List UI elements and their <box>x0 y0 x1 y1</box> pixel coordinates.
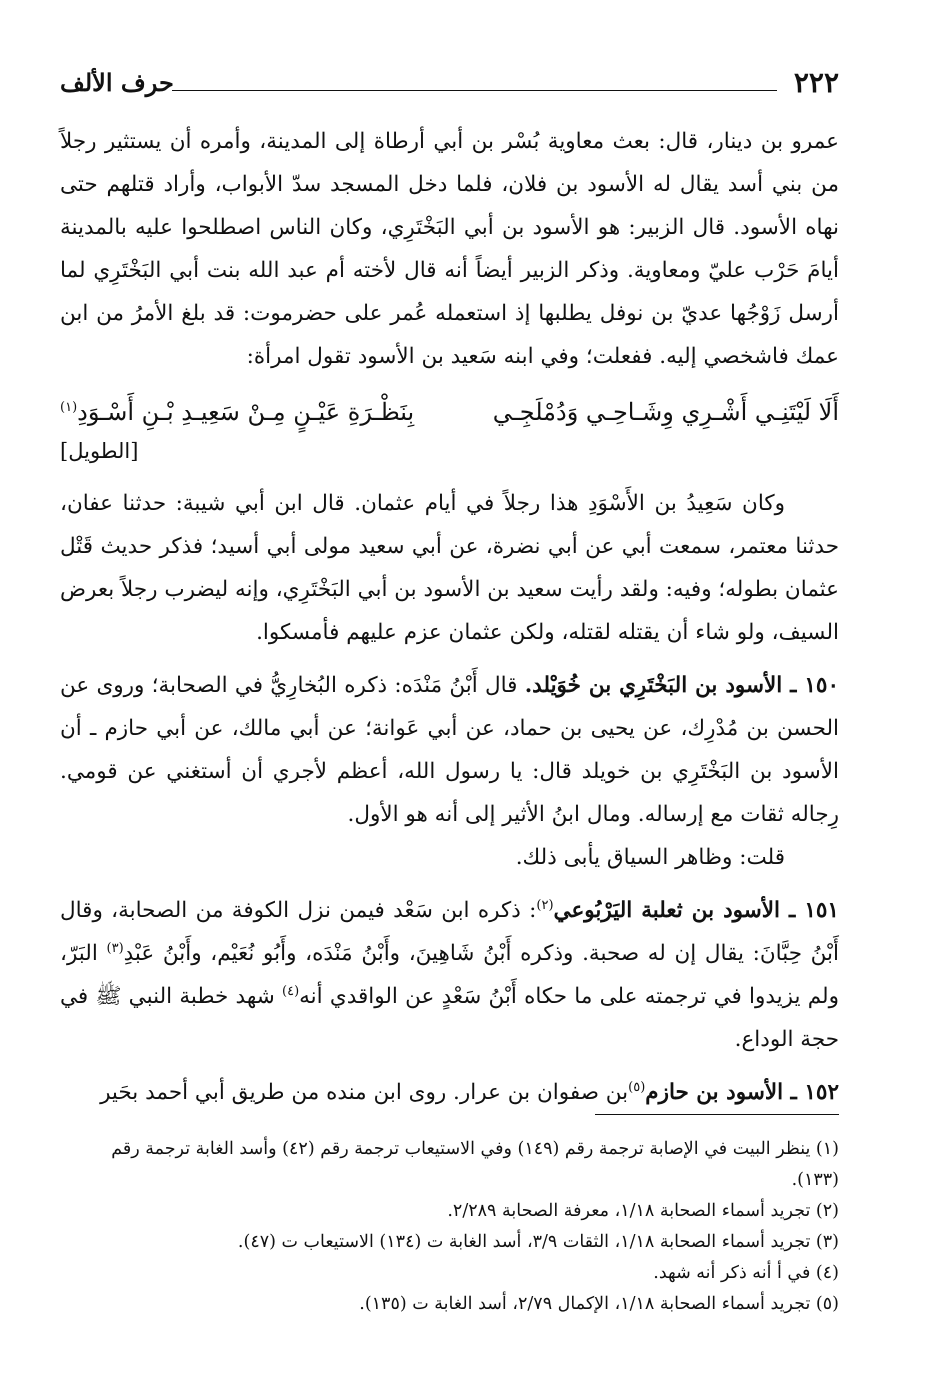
entry-152-heading: ١٥٢ ـ الأسود بن حازم <box>645 1080 839 1105</box>
paragraph-said-ibn-al-aswad: وكان سَعِيدُ بن الأَسْوَدِ هذا رجلاً في أيام عثمان. قال ابن أبي شيبة: حدثنا عفان، حدثنا معتمر، سمعت أبي عن أبي نضرة، عن أبي سعيد مولى أبي أسيد؛ فذكر حديث قَتْل عثمان بطوله؛ وفيه: ولقد رأيت سعيد بن الأسود بن أبي البَخْتَرِي، وإنه ليضرب رجلاً بعرض السيف، ولو شاء أن يقتله لقتله، ولكن عثمان عزم عليهم فأمسكوا. <box>60 491 839 645</box>
page-number: ٢٢٢ <box>793 66 839 99</box>
main-text <box>60 120 839 1114</box>
entry-152 <box>60 1071 839 1114</box>
entry-151-text-c: شهد خطبة النبي ﷺ في حجة الوداع. <box>60 984 839 1052</box>
verse-second-text: بِنَظْـرَةِ عَيْـنٍ مِـنْ سَعِيـدِ بْـنِ أَسْـوَدِ <box>77 398 415 426</box>
footnote-ref-3[interactable]: (٣) <box>106 940 124 956</box>
page-header <box>60 66 839 106</box>
poetry-verse <box>60 388 839 436</box>
entry-150-text: قال أَبْنُ مَنْدَه: ذكره البُخارِيُّ في الصحابة؛ وروى عن الحسن بن مُدْرِك، عن يحيى بن حماد، عن أبي عَوانة؛ عن أبي مالك، عن أبي حازم ـ أن الأسود بن البَخْتَرِي بن خويلد قال: يا رسول الله، أعظم لأجري أن أستغني عن قومي. رِجاله ثقات مع إرساله. ومال ابنُ الأثير إلى أنه هو الأول. <box>60 673 839 827</box>
entry-150 <box>60 664 839 836</box>
footnote-1: (١) ينظر البيت في الإصابة ترجمة رقم (١٤٩) وفي الاستيعاب ترجمة رقم (٤٢) وأسد الغابة ترجمة رقم (١٣٣). <box>111 1139 839 1190</box>
entry-150-heading: ١٥٠ ـ الأسود بن البَخْتَرِي بن خُوَيْلد. <box>524 673 839 698</box>
footnote-separator <box>595 1114 839 1115</box>
footnote-5: (٥) تجريد أسماء الصحابة ١/١٨، الإكمال ٢/٧٩، أسد الغابة ت (١٣٥). <box>359 1294 839 1314</box>
verse-first-hemistich: أَلَا لَيْتَنِـي أَشْـرِي وِشَـاحِـي وَدُمْلَجِـي <box>492 398 839 426</box>
chapter-title: حرف الألف <box>60 68 174 97</box>
footnote-3: (٣) تجريد أسماء الصحابة ١/١٨، الثقات ٣/٩، أسد الغابة ت (١٣٤) الاستيعاب ت (٤٧). <box>237 1232 839 1252</box>
footnote-4: (٤) في أ أنه ذكر أنه شهد. <box>653 1263 839 1283</box>
entry-151-heading: ١٥١ ـ الأسود بن ثعلبة اليَرْبُوعي <box>553 898 839 923</box>
entry-151-text-b: البَرّ، ولم يزيدوا في ترجمته على ما حكاه أَبْنُ سَعْدٍ عن الواقدي أنه <box>60 941 839 1009</box>
footnote-ref-1[interactable]: (١) <box>60 400 78 415</box>
footnote-ref-4[interactable]: (٤) <box>282 983 300 999</box>
entry-152-text: بن صفوان بن عرار. روى ابن منده من طريق أبي أحمد بحَير <box>100 1080 629 1105</box>
footnotes <box>74 1134 839 1320</box>
entry-151-text-a: : ذكره ابن سَعْد فيمن نزل الكوفة من الصحابة، وقال أَبْنُ حِبَّانَ: يقال إن له صحبة. وذكره أَبْنُ شَاهِينَ، وأَبْنُ مَنْدَه، وأَبُو نُعَيْم، وأَبْنُ عَبْدِ <box>60 898 840 966</box>
footnote-ref-5[interactable]: (٥) <box>628 1079 646 1095</box>
paragraph-intro: عمرو بن دينار، قال: بعث معاوية بُسْر بن أبي أرطاة إلى المدينة، وأمره أن يستثير رجلاً من بني أسد يقال له الأسود بن فلان، فلما دخل المسجد سدّ الأبواب، وأراد قتلهم حتى نهاه الأسود. قال الزبير: هو الأسود بن أبي البَخْتَرِي، وكان الناس اصطلحوا عليه بالمدينة أيامَ حَرْب عليّ ومعاوية. وذكر الزبير أيضاً أنه قال لأخته أم عبد الله بنت أبي البَخْتَرِي لما أرسل زَوْجُها عديّ بن نوفل يطلبها إذ استعمله عُمر على حضرموت: قد بلغ الأمرُ من ابن عمك فاشخصي إليه. ففعلت؛ وفي ابنه سَعيد بن الأسود تقول امرأة: <box>60 129 839 369</box>
verse-meter: [الطويل] <box>60 439 139 463</box>
entry-151 <box>60 889 839 1061</box>
verse-second-hemistich <box>60 388 414 436</box>
footnote-2: (٢) تجريد أسماء الصحابة ١/١٨، معرفة الصحابة ٢/٢٨٩. <box>447 1201 839 1221</box>
footnote-ref-2[interactable]: (٢) <box>536 897 554 913</box>
header-rule <box>172 90 777 91</box>
entry-150-note: قلت: وظاهر السياق يأبى ذلك. <box>515 845 785 870</box>
